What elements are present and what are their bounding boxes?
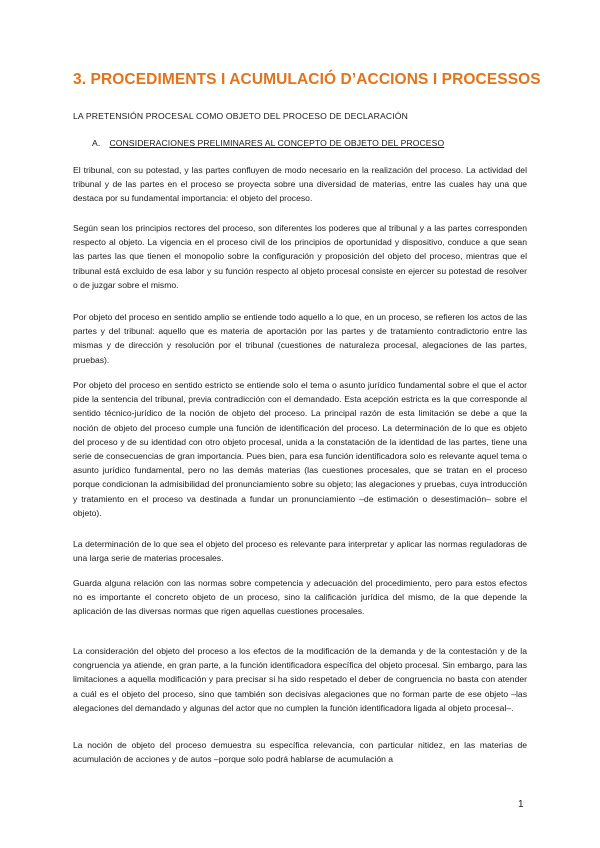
document-subtitle: LA PRETENSIÓN PROCESAL COMO OBJETO DEL PROCESO DE DECLARACIÓN [73, 111, 408, 121]
paragraph-8: La noción de objeto del proceso demuestra su específica relevancia, con particular nitidez, en las materias de acumulación de acciones y de autos –porque solo podrá hablarse de acumulación a [73, 740, 527, 765]
section-heading-text: CONSIDERACIONES PRELIMINARES AL CONCEPTO DE OBJETO DEL PROCESO [109, 138, 445, 148]
page-number: 1 [518, 799, 524, 810]
paragraph-7: La consideración del objeto del proceso a los efectos de la modificación de la demanda y de la contestación y de la congruencia ya atiende, en gran parte, a la función identificadora específica del objeto procesal. Sin embargo, para las limitaciones a aquella modificación y para precisar si ha sido respetado el deber de congruencia no basta con atender a cuál es el objeto del proceso, sino que también son decisivas alegaciones que no forman parte de ese objeto –las alegaciones del demandado y algunas del actor que no cumplen la función identificadora ligada al objeto procesal–. [73, 646, 527, 713]
paragraph-5: La determinación de lo que sea el objeto del proceso es relevante para interpretar y aplicar las normas reguladoras de una larga serie de materias procesales. [73, 539, 527, 564]
paragraph-4: Por objeto del proceso en sentido estricto se entiende solo el tema o asunto jurídico fundamental sobre el que el actor pide la sentencia del tribunal, previa contradicción con el demandado. Esta acepción estricta es la que corresponde al sentido técnico-jurídico de la noción de objeto del proceso. La principal razón de esta limitación se debe a que la noción de objeto del proceso cumple una función de identificación del proceso. La determinación de lo que es objeto del proceso y de su identidad con otro objeto procesal, unida a la constatación de la identidad de las partes, tiene una serie de consecuencias de gran importancia. Pues bien, para esa función identificadora solo es relevante aquel tema o asunto jurídico fundamental, pero no las demás materias (las cuestiones procesales, que se tratan en el proceso porque condicionan la admisibilidad del pronunciamiento sobre su objeto; las alegaciones y pruebas, cuya introducción y tratamiento en el proceso va destinada a fundar un pronunciamiento –de estimación o desestimación– sobre el objeto). [73, 380, 527, 518]
paragraph-2: Según sean los principios rectores del proceso, son diferentes los poderes que al tribunal y a las partes corresponden respecto al objeto. La vigencia en el proceso civil de los principios de oportunidad y dispositivo, conduce a que sean las partes las que tienen el monopolio sobre la configuración y proposición del objeto del proceso, mientras que el tribunal está excluido de esa labor y su función respecto al objeto procesal consiste en ejercer su potestad de resolver o de juzgar sobre el mismo. [73, 223, 527, 290]
document-title: 3. PROCEDIMENTS I ACUMULACIÓ D’ACCIONS I PROCESSOS [73, 71, 541, 88]
paragraph-1: El tribunal, con su potestad, y las partes confluyen de modo necesario en la realización del proceso. La actividad del tribunal y de las partes en el proceso se proyecta sobre una diversidad de materias, entre las cuales hay una que destaca por su fundamental importancia: el objeto del proceso. [73, 165, 527, 204]
paragraph-3: Por objeto del proceso en sentido amplio se entiende todo aquello a lo que, en un proceso, se refieren los actos de las partes y del tribunal: aquello que es materia de aportación por las partes y de tratamiento contradictorio entre las mismas y de dirección y resolución por el tribunal (cuestiones de naturaleza procesal, alegaciones de las partes, pruebas). [73, 312, 527, 365]
section-letter: A. [92, 138, 101, 148]
paragraph-6: Guarda alguna relación con las normas sobre competencia y adecuación del procedimiento, pero para estos efectos no es importante el concreto objeto de un proceso, sino la calificación jurídica del mismo, de la que depende la aplicación de las diversas normas que rigen aquellas cuestiones procesales. [73, 578, 527, 617]
section-heading [92, 138, 532, 148]
